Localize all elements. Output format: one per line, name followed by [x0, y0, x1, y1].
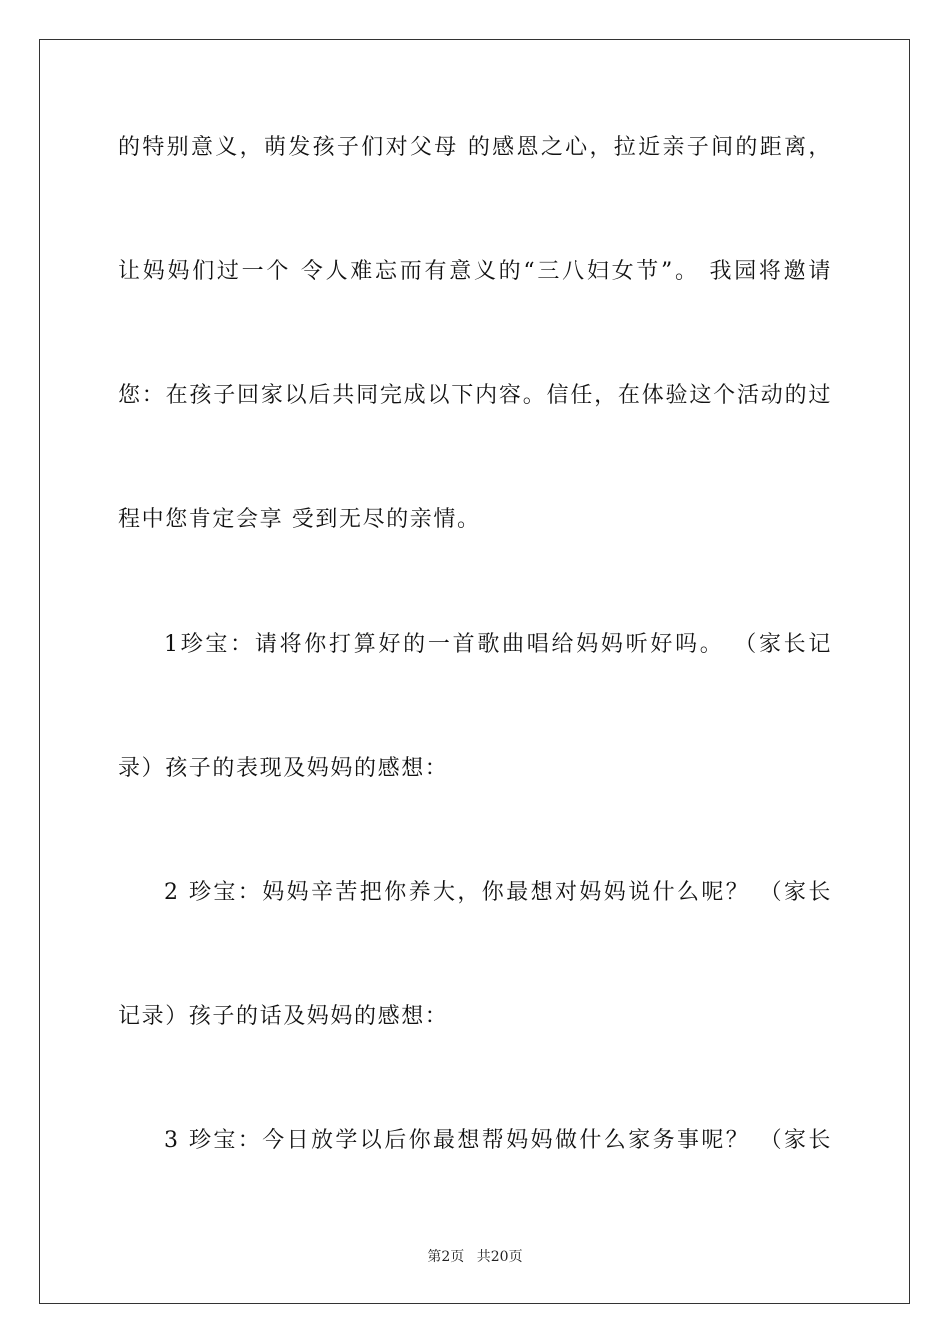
body-text-line: 的特别意义，萌发孩子们对父母 的感恩之心，拉近亲子间的距离，: [118, 135, 832, 160]
question-1-line: 1珍宝：请将你打算好的一首歌曲唱给妈妈听好吗。 （家长记: [164, 632, 832, 657]
page-border: [39, 39, 910, 1304]
body-text-line: 您：在孩子回家以后共同完成以下内容。信任，在体验这个活动的过: [118, 383, 832, 408]
question-2-continuation: 记录）孩子的话及妈妈的感想：: [118, 1004, 449, 1029]
page-number: 第2页: [427, 1249, 465, 1265]
body-text-line: 让妈妈们过一个 令人难忘而有意义的“三八妇女节”。 我园将邀请: [118, 259, 832, 284]
question-1-continuation: 录）孩子的表现及妈妈的感想：: [118, 756, 449, 781]
question-3-line: 3 珍宝：今日放学以后你最想帮妈妈做什么家务事呢？ （家长: [164, 1128, 832, 1153]
question-2-line: 2 珍宝：妈妈辛苦把你养大，你最想对妈妈说什么呢？ （家长: [164, 880, 832, 905]
body-text-line: 程中您肯定会享 受到无尽的亲情。: [118, 507, 481, 532]
page-footer: [0, 1247, 950, 1267]
total-pages: 共20页: [476, 1249, 523, 1265]
